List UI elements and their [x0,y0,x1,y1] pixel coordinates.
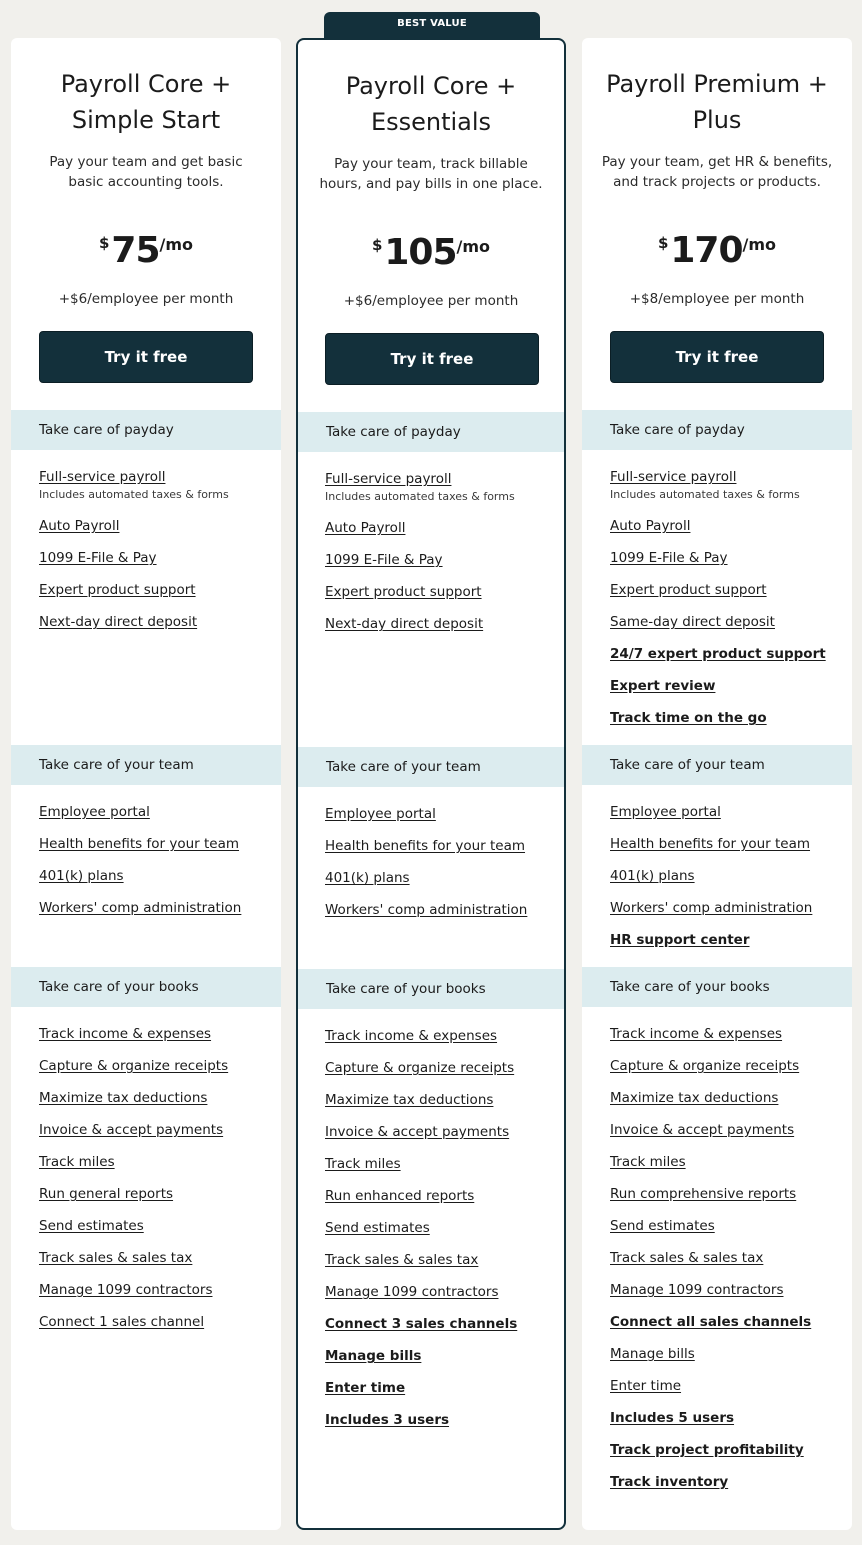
feature-item [610,707,844,739]
section-heading-payday: Take care of payday [582,410,852,450]
feature-item [325,1153,556,1185]
feature-subtext: Includes automated taxes & forms [325,490,515,503]
feature-item [610,1183,844,1215]
feature-item [610,1151,844,1183]
feature-item [610,897,844,929]
feature-item [325,867,556,899]
feature-item [610,1343,844,1375]
feature-link[interactable]: Capture & organize receipts [610,1058,800,1074]
feature-list-books [325,1025,556,1441]
feature-link[interactable]: Health benefits for your team [610,836,811,852]
feature-link[interactable]: Maximize tax deductions [610,1090,779,1106]
plan-title [596,66,838,138]
feature-link[interactable]: Track income & expenses [325,1028,498,1044]
feature-item [39,801,273,833]
plan-description [596,152,838,192]
feature-item [325,1121,556,1153]
feature-link[interactable]: Capture & organize receipts [39,1058,229,1074]
feature-item [325,1249,556,1281]
feature-link[interactable]: 1099 E-File & Pay [610,550,728,566]
plan-title-line: Payroll Core + [345,72,517,100]
feature-link[interactable]: Send estimates [610,1218,715,1234]
feature-list-team [610,801,844,961]
feature-item [39,579,273,611]
feature-item [325,1057,556,1089]
feature-link[interactable]: Track miles [610,1154,686,1170]
plan-description [25,152,267,192]
feature-link[interactable]: Includes 3 users [325,1412,450,1428]
feature-item [39,547,273,579]
feature-item [325,1217,556,1249]
feature-item [39,1023,273,1055]
price-currency: $ [371,236,383,254]
feature-item [610,1311,844,1343]
feature-link[interactable]: 24/7 expert product support [610,646,826,662]
feature-item [610,929,844,961]
feature-link[interactable]: Track time on the go [610,710,767,726]
feature-link[interactable]: Full-service payroll [325,471,452,487]
feature-link[interactable]: Expert product support [39,582,196,598]
feature-link[interactable]: Next-day direct deposit [325,616,484,632]
try-it-free-button[interactable]: Try it free [39,331,253,383]
feature-item [610,466,844,515]
feature-item [610,579,844,611]
plan-title-line: Simple Start [71,106,221,134]
feature-link[interactable]: Track income & expenses [39,1026,212,1042]
feature-list-payday [325,468,556,645]
feature-link[interactable]: Health benefits for your team [39,836,240,852]
feature-link[interactable]: HR support center [610,932,750,948]
feature-item [325,1345,556,1377]
feature-link[interactable]: Employee portal [325,806,436,822]
plan-price [582,230,852,271]
feature-link[interactable]: Manage 1099 contractors [325,1284,499,1300]
plan-description [312,154,550,194]
feature-item [325,835,556,867]
feature-link[interactable]: Track miles [39,1154,115,1170]
feature-item [39,466,273,515]
feature-item [610,547,844,579]
feature-item [39,1119,273,1151]
feature-item [325,1313,556,1345]
plan-card-essentials [296,38,566,1530]
plan-price [298,232,564,273]
feature-link[interactable]: 1099 E-File & Pay [325,552,443,568]
feature-item [610,611,844,643]
feature-item [325,1025,556,1057]
price-period: /mo [159,235,194,254]
feature-link[interactable]: Auto Payroll [610,518,691,534]
feature-item [39,1247,273,1279]
feature-link[interactable]: Track sales & sales tax [325,1252,479,1268]
plan-description-line: Pay your team, track billable [334,156,528,172]
feature-link[interactable]: Manage bills [325,1348,422,1364]
feature-item [610,1215,844,1247]
plan-description-line: Pay your team, get HR & benefits, [601,154,833,170]
feature-link[interactable]: Maximize tax deductions [325,1092,494,1108]
plan-title [312,68,550,140]
feature-link[interactable]: Invoice & accept payments [610,1122,795,1138]
feature-link[interactable]: Connect all sales channels [610,1314,812,1330]
feature-link[interactable]: Invoice & accept payments [325,1124,510,1140]
price-period: /mo [742,235,777,254]
feature-link[interactable]: Send estimates [39,1218,144,1234]
feature-item [39,865,273,897]
feature-item [610,801,844,833]
feature-item [610,675,844,707]
feature-item [39,897,273,929]
price-currency: $ [657,234,669,252]
feature-list-payday [610,466,844,739]
price-currency: $ [98,234,110,252]
feature-link[interactable]: Track miles [325,1156,401,1172]
feature-item [610,1247,844,1279]
feature-link[interactable]: Auto Payroll [39,518,120,534]
feature-list-books [610,1023,844,1503]
feature-list-books [39,1023,273,1343]
section-heading-books: Take care of your books [582,967,852,1007]
feature-link[interactable]: Connect 1 sales channel [39,1314,205,1330]
plan-title [25,66,267,138]
section-heading-team: Take care of your team [298,747,564,787]
feature-item [610,1439,844,1471]
try-it-free-button[interactable]: Try it free [325,333,539,385]
feature-item [325,613,556,645]
feature-link[interactable]: Track inventory [610,1474,729,1490]
section-heading-team: Take care of your team [582,745,852,785]
section-heading-payday: Take care of payday [11,410,281,450]
feature-item [610,865,844,897]
feature-item [325,1409,556,1441]
section-heading-team: Take care of your team [11,745,281,785]
feature-item [39,1055,273,1087]
try-it-free-button[interactable]: Try it free [610,331,824,383]
feature-item [39,515,273,547]
feature-item [610,1375,844,1407]
feature-item [610,1471,844,1503]
feature-link[interactable]: Auto Payroll [325,520,406,536]
feature-link[interactable]: Workers' comp administration [610,900,813,916]
feature-link[interactable]: Track project profitability [610,1442,804,1458]
feature-item [325,549,556,581]
plan-description-line: basic accounting tools. [68,174,224,190]
feature-link[interactable]: Manage 1099 contractors [610,1282,784,1298]
feature-list-team [39,801,273,929]
feature-item [325,1185,556,1217]
feature-link[interactable]: Track income & expenses [610,1026,783,1042]
feature-item [610,1279,844,1311]
plan-description-line: and track projects or products. [613,174,821,190]
feature-list-team [325,803,556,931]
feature-link[interactable]: Capture & organize receipts [325,1060,515,1076]
feature-link[interactable]: Employee portal [610,804,721,820]
feature-link[interactable]: Run comprehensive reports [610,1186,797,1202]
feature-link[interactable]: 401(k) plans [39,868,124,884]
feature-link[interactable]: Run enhanced reports [325,1188,475,1204]
feature-subtext: Includes automated taxes & forms [39,488,229,501]
plan-card-simple-start [11,38,281,1530]
feature-subtext: Includes automated taxes & forms [610,488,800,501]
feature-link[interactable]: Maximize tax deductions [39,1090,208,1106]
feature-link[interactable]: Workers' comp administration [39,900,242,916]
feature-link[interactable]: Send estimates [325,1220,430,1236]
price-period: /mo [456,237,491,256]
feature-item [39,1279,273,1311]
per-employee-price: +$6/employee per month [58,291,234,307]
feature-link[interactable]: 401(k) plans [610,868,695,884]
section-heading-payday: Take care of payday [298,412,564,452]
feature-link[interactable]: Includes 5 users [610,1410,735,1426]
feature-link[interactable]: Enter time [610,1378,682,1394]
price-amount: 75 [111,230,160,271]
plan-price [11,230,281,271]
feature-link[interactable]: Health benefits for your team [325,838,526,854]
feature-item [610,515,844,547]
feature-item [39,1215,273,1247]
feature-item [325,1377,556,1409]
feature-item [39,611,273,643]
feature-link[interactable]: Expert product support [610,582,767,598]
plan-card-plus [582,38,852,1530]
plan-title-line: Payroll Premium + [606,70,828,98]
feature-item [325,1089,556,1121]
feature-item [610,1055,844,1087]
price-amount: 170 [670,230,743,271]
feature-item [325,1281,556,1313]
feature-link[interactable]: Manage bills [610,1346,695,1362]
feature-link[interactable]: 401(k) plans [325,870,410,886]
feature-item [325,468,556,517]
feature-item [325,803,556,835]
feature-item [610,1407,844,1439]
price-amount: 105 [384,232,457,273]
feature-link[interactable]: Workers' comp administration [325,902,528,918]
plan-title-line: Essentials [370,108,492,136]
feature-item [39,1151,273,1183]
feature-list-payday [39,466,273,643]
feature-link[interactable]: Full-service payroll [610,469,737,485]
feature-link[interactable]: Track sales & sales tax [39,1250,193,1266]
plan-description-line: hours, and pay bills in one place. [319,176,543,192]
plan-description-line: Pay your team and get basic [49,154,243,170]
feature-item [610,833,844,865]
feature-link[interactable]: Track sales & sales tax [610,1250,764,1266]
feature-link[interactable]: Expert product support [325,584,482,600]
feature-item [39,833,273,865]
feature-link[interactable]: Employee portal [39,804,150,820]
section-heading-books: Take care of your books [298,969,564,1009]
feature-link[interactable]: 1099 E-File & Pay [39,550,157,566]
feature-link[interactable]: Expert review [610,678,716,694]
per-employee-price: +$8/employee per month [629,291,805,307]
feature-item [39,1087,273,1119]
feature-link[interactable]: Full-service payroll [39,469,166,485]
feature-link[interactable]: Connect 3 sales channels [325,1316,518,1332]
feature-item [39,1311,273,1343]
feature-item [610,1119,844,1151]
feature-link[interactable]: Next-day direct deposit [39,614,198,630]
best-value-badge: BEST VALUE [324,12,540,38]
feature-item [325,581,556,613]
feature-item [325,899,556,931]
feature-link[interactable]: Manage 1099 contractors [39,1282,213,1298]
feature-item [325,517,556,549]
feature-item [610,1023,844,1055]
feature-item [610,643,844,675]
plan-title-line: Payroll Core + [60,70,232,98]
section-heading-books: Take care of your books [11,967,281,1007]
feature-item [610,1087,844,1119]
feature-link[interactable]: Invoice & accept payments [39,1122,224,1138]
feature-link[interactable]: Same-day direct deposit [610,614,775,630]
plan-title-line: Plus [692,106,742,134]
feature-link[interactable]: Run general reports [39,1186,174,1202]
feature-item [39,1183,273,1215]
feature-link[interactable]: Enter time [325,1380,406,1396]
per-employee-price: +$6/employee per month [343,293,519,309]
